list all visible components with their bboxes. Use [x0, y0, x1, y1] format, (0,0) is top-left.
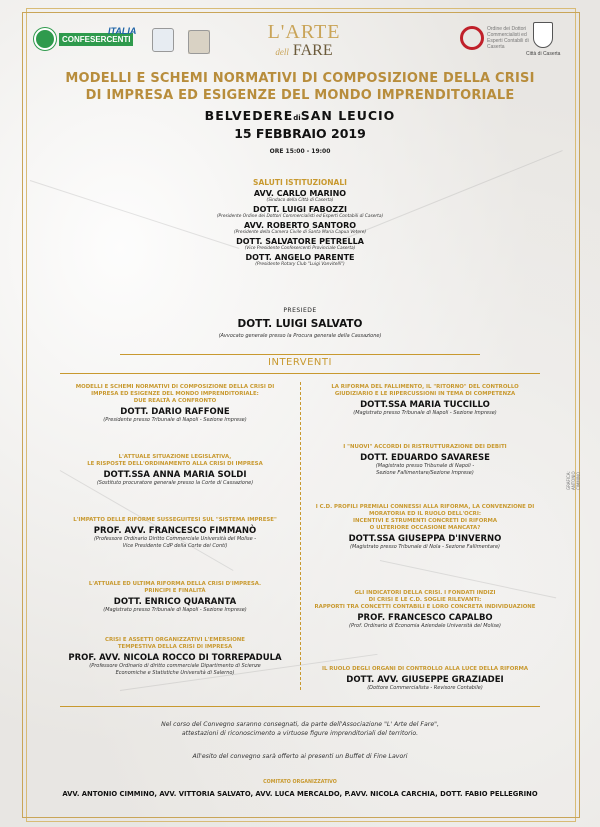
odcec-logo: Ordine dei Dottori Commercialisti ed Esperti Contabili di Caserta [460, 26, 531, 50]
footer-note: Nel corso del Convegno saranno consegnati, da parte dell'Associazione "L' Arte del Fare", attestazioni di riconoscimento a virtuose figure imprenditoriali del territorio. [161, 721, 439, 737]
saluti-section [0, 178, 600, 267]
association-logo-1 [152, 28, 174, 52]
intervento-right-5: IL RUOLO DEGLI ORGANI DI CONTROLLO ALLA LUCE DELLA RIFORMA DOTT. AVV. GIUSEPPE GRAZIADEI (Dottore Commercialista - Revisore Contabile) [321, 666, 529, 691]
confesercenti-logo: CONFESERCENTI [34, 28, 133, 50]
divider-line [120, 354, 480, 355]
divider-line [60, 706, 540, 707]
event-title: MODELLI E SCHEMI NORMATIVI DI COMPOSIZIONE DELLA CRISI DI IMPRESA ED ESIGENZE DEL MONDO IMPRENDITORIALE [65, 71, 535, 103]
saluti-person: DOTT. LUIGI FABOZZI (Presidente Ordine dei Dottori Commercialisti ed Esperti Contabili di Caserta) [216, 205, 384, 219]
arte-del-fare-logo [264, 22, 344, 61]
intervento-right-1: LA RIFORMA DEL FALLIMENTO, IL "RITORNO" DEL CONTROLLO GIUDIZIARIO E LE RIPERCUSSIONI IN TEMA DI COMPETENZA DOTT.SSA MARIA TUCCILLO (Magistrato presso Tribunale di Napoli - Sezione Imprese) [331, 384, 519, 416]
itl-logo: ITALIA [108, 26, 137, 36]
confesercenti-circle-icon [34, 28, 56, 50]
venue: BELVEDEREdiSAN LEUCIO [204, 108, 396, 123]
buffet-note: All'esito del convegno sarà offerto ai presenti un Buffet di Fine Lavori [192, 753, 408, 760]
intervento-left-4: L'ATTUALE ED ULTIMA RIFORMA DELLA CRISI D'IMPRESA. PRINCIPI E FINALITÀ DOTT. ENRICO QUARANTA (Magistrato presso Tribunale di Napoli - Sezione Imprese) [88, 581, 262, 613]
column-divider [300, 382, 301, 690]
presiede-name: DOTT. LUIGI SALVATO [237, 318, 363, 330]
association-logo-2 [188, 30, 210, 54]
graphic-credit: GRAFICA: ANTONIO CIMMINO [566, 471, 581, 490]
crest-icon [533, 22, 553, 48]
intervento-right-2: I "NUOVI" ACCORDI DI RISTRUTTURAZIONE DEI DEBITI DOTT. EDUARDO SAVARESE (Magistrato presso Tribunale di Napoli - Sezione Fallimentare/Sezione Imprese) [343, 444, 507, 476]
saluti-person: AVV. CARLO MARINO (Sindaco della Città di Caserta) [253, 189, 347, 203]
odcec-seal-icon [460, 26, 484, 50]
logo-bar [0, 22, 600, 72]
intervento-left-3: L'IMPATTO DELLE RIFORME SUSSEGUITESI SUL "SISTEMA IMPRESE" PROF. AVV. FRANCESCO FIMMANÒ (Professore Ordinario Diritto Commerciale Università del Molise - Vice Presidente CdP della Corte dei Conti) [73, 517, 277, 549]
presiede-label: PRESIEDE [283, 307, 317, 314]
saluti-person: DOTT. SALVATORE PETRELLA (Vice Presidente Confesercenti Provinciale Caserta) [236, 237, 364, 251]
arte-logo-bottom: dell FARE [275, 42, 333, 59]
presiede-role: (Avvocato generale presso la Procura generale della Cassazione) [218, 333, 382, 339]
intervento-left-2: L'ATTUALE SITUAZIONE LEGISLATIVA, LE RISPOSTE DELL'ORDINAMENTO ALLA CRISI DI IMPRESA DOTT.SSA ANNA MARIA SOLDI (Sostituto procuratore generale presso la Corte di Cassazione) [87, 454, 263, 486]
saluti-person: DOTT. ANGELO PARENTE (Presidente Rotary Club "Luigi Vanvitelli") [245, 253, 355, 267]
divider-line [60, 373, 540, 374]
intervento-right-3: I C.D. PROFILI PREMIALI CONNESSI ALLA RIFORMA, LA CONVENZIONE DI MORATORIA ED IL RUOLO DELL'OCRI: INCENTIVI E STRUMENTI CONCRETI DI RIFORMA O ULTERIORE OCCASIONE MANCATA? DOTT.SSA GIUSEPPA D'INVERNO (Magistrato presso Tribunale di Nola - Sezione Fallimentare) [315, 504, 535, 550]
saluti-heading: SALUTI ISTITUZIONALI [253, 178, 347, 187]
emblem-icon [152, 28, 174, 52]
arte-logo-top: L'ARTE [267, 21, 341, 43]
event-time: ORE 15:00 - 19:00 [269, 148, 331, 155]
intervento-left-1: MODELLI E SCHEMI NORMATIVI DI COMPOSIZIONE DELLA CRISI DI IMPRESA ED ESIGENZE DEL MONDO IMPRENDITORIALE: DUE REALTÀ A CONFRONTO DOTT. DARIO RAFFONE (Presidente presso Tribunale di Napoli - Sezione Imprese) [75, 384, 275, 423]
event-date: 15 FEBBRAIO 2019 [234, 126, 366, 141]
saluti-person: AVV. ROBERTO SANTORO (Presidente della Camera Civile di Santa Maria Capua Vetere) [233, 221, 367, 235]
city-crest-logo: Città di Caserta [526, 22, 560, 57]
emblem-icon [188, 30, 210, 54]
organizing-committee: AVV. ANTONIO CIMMINO, AVV. VITTORIA SALVATO, AVV. LUCA MERCALDO, P.AVV. NICOLA CARCHIA, DOTT. FABIO PELLEGRINO [62, 790, 538, 798]
organizing-committee-label: COMITATO ORGANIZZATIVO [263, 780, 337, 785]
interventi-heading: INTERVENTI [268, 357, 332, 368]
intervento-left-5: CRISI E ASSETTI ORGANIZZATIVI L'EMERSIONE TEMPESTIVA DELLA CRISI DI IMPRESA PROF. AVV. NICOLA ROCCO DI TORREPADULA (Professore Ordinario di diritto commerciale Dipartimento di Scienze Economiche e Statistiche Università di Salerno) [68, 637, 282, 676]
intervento-right-4: GLI INDICATORI DELLA CRISI. I FONDATI INDIZI DI CRISI E LE C.D. SOGLIE RILEVANTI: RAPPORTI TRA CONCETTI CONTABILI E LORO CONCRETA INDIVIDUAZIONE PROF. FRANCESCO CAPALBO (Prof. Ordinario di Economia Aziendale Università del Molise) [314, 590, 536, 629]
